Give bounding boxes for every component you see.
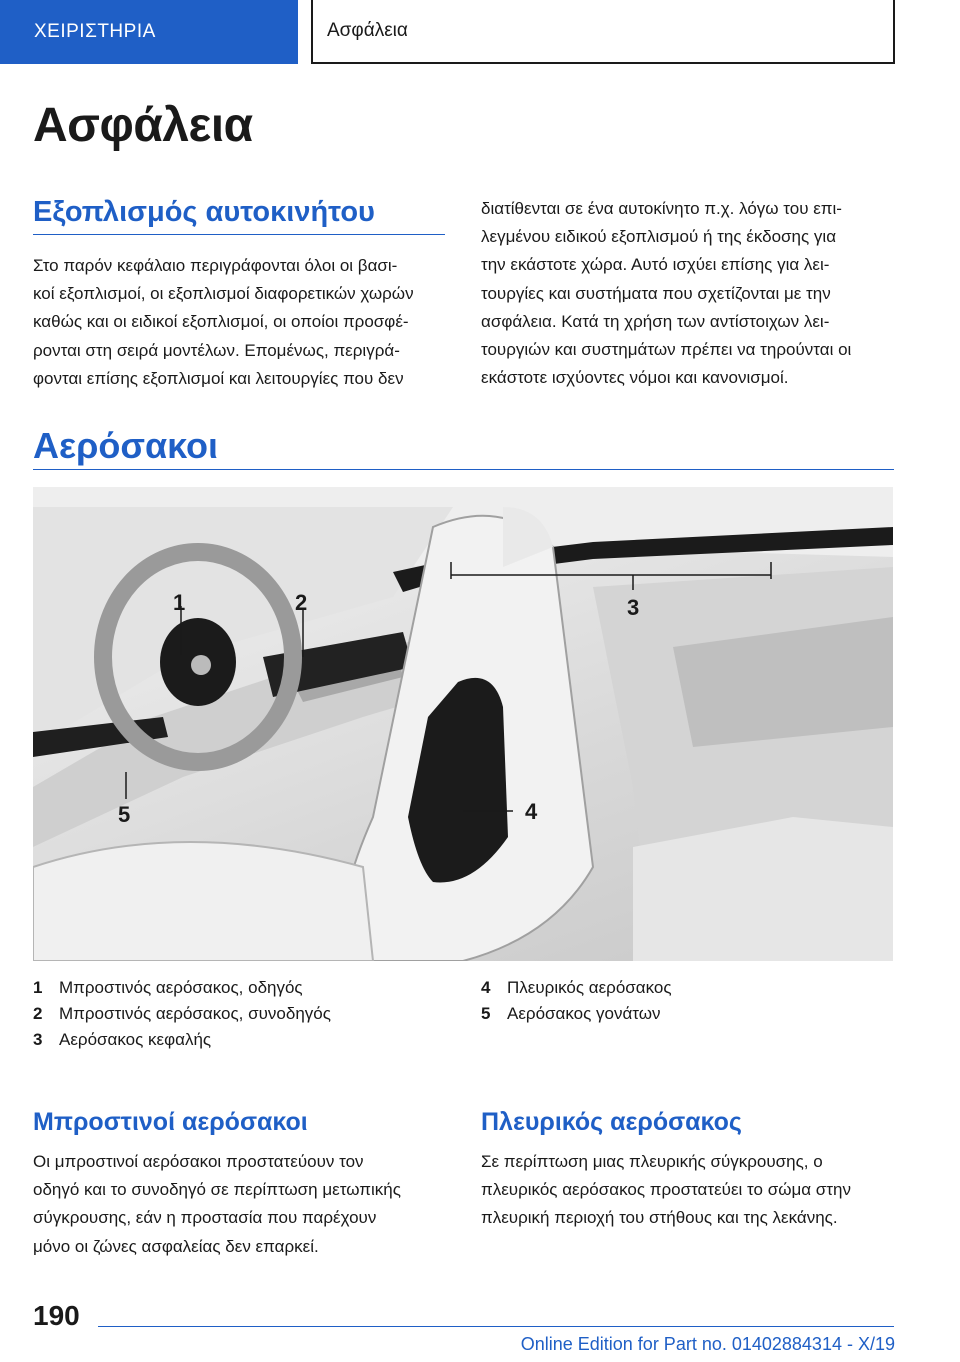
text-line: φονται επίσης εξοπλισμοί και λειτουργίες που δεν [33, 368, 404, 388]
legend-text: Μπροστινός αερόσακος, οδηγός [59, 978, 303, 997]
legend-text: Αερόσακος γονάτων [507, 1004, 661, 1023]
legend-number: 3 [33, 1030, 43, 1049]
equipment-text-left [33, 252, 453, 393]
text-line: Σε περίπτωση μιας πλευρικής σύγκρουσης, ο [481, 1152, 823, 1171]
side-airbag-heading: Πλευρικός αερόσακος [481, 1108, 742, 1136]
section-tab[interactable] [311, 0, 895, 64]
airbag-illustration [33, 487, 893, 961]
text-line: την εκάστοτε χώρα. Αυτό ισχύει επίσης για λει- [481, 255, 830, 275]
page-title: Ασφάλεια [33, 99, 253, 152]
equipment-text-right [481, 195, 901, 392]
text-line: λεγμένου ειδικού εξοπλισμού ή της έκδοσης για [481, 227, 837, 247]
text-line: καθώς και οι ειδικοί εξοπλισμοί, οι οποίοι προσφέ- [33, 312, 409, 332]
equipment-heading-rule [33, 234, 445, 235]
legend-item [481, 975, 672, 1001]
side-airbag-text [481, 1148, 911, 1233]
legend-item [33, 1001, 331, 1027]
text-line: τουργιών και συστημάτων πρέπει να τηρούνται οι [481, 340, 852, 360]
text-line: οδηγό και το συνοδηγό σε περίπτωση μετωπικής [33, 1180, 401, 1200]
callout-1: 1 [173, 590, 186, 615]
chapter-tab[interactable] [0, 0, 298, 64]
text-line: Οι μπροστινοί αερόσακοι προστατεύουν τον [33, 1152, 364, 1171]
text-line: πλευρική περιοχή του στήθους και της λεκάνης. [481, 1208, 838, 1228]
legend-item [481, 1001, 672, 1027]
text-line: Στο παρόν κεφάλαιο περιγράφονται όλοι οι βασι- [33, 256, 398, 275]
airbags-heading: Αερόσακοι [33, 425, 218, 466]
front-airbags-heading: Μπροστινοί αερόσακοι [33, 1108, 308, 1136]
text-line: διατίθενται σε ένα αυτοκίνητο π.χ. λόγω του επι- [481, 199, 842, 218]
legend-number: 2 [33, 1004, 43, 1023]
text-line: ρονται στη σειρά μοντέλων. Επομένως, περιγρά- [33, 340, 400, 360]
legend-item [33, 975, 331, 1001]
text-line: εκάστοτε ισχύοντες νόμοι και κανονισμοί. [481, 368, 789, 388]
legend-number: 5 [481, 1004, 491, 1023]
legend-number: 1 [33, 978, 43, 997]
text-line: τουργίες και συστήματα που σχετίζονται με την [481, 283, 831, 303]
text-line: μόνο οι ζώνες ασφαλείας δεν επαρκεί. [33, 1236, 319, 1256]
callout-5: 5 [118, 802, 131, 827]
legend-text: Μπροστινός αερόσακος, συνοδηγός [59, 1004, 331, 1023]
text-line: πλευρικός αερόσακος προστατεύει το σώμα στην [481, 1180, 851, 1200]
airbag-illustration-svg [33, 487, 893, 961]
legend-text: Πλευρικός αερόσακος [507, 978, 672, 997]
page-number: 190 [33, 1300, 80, 1331]
legend-right [481, 975, 672, 1027]
legend-left [33, 975, 331, 1053]
front-airbags-text [33, 1148, 463, 1261]
legend-text: Αερόσακος κεφαλής [59, 1030, 212, 1049]
equipment-heading: Εξοπλισμός αυτοκινήτου [33, 196, 375, 228]
footer-rule [98, 1326, 894, 1327]
callout-3: 3 [627, 595, 640, 620]
edition-text: Online Edition for Part no. 01402884314 - X/19 [520, 1334, 895, 1354]
legend-number: 4 [481, 978, 491, 997]
legend-item [33, 1027, 331, 1053]
chapter-tab-label: ΧΕΙΡΙΣΤΗΡΙΑ [34, 21, 156, 42]
airbags-heading-rule [33, 469, 894, 470]
callout-4: 4 [525, 799, 538, 824]
callout-2: 2 [295, 590, 308, 615]
text-line: ασφάλεια. Κατά τη χρήση των αντίστοιχων λει- [481, 311, 830, 331]
section-tab-label: Ασφάλεια [327, 20, 408, 41]
text-line: σύγκρουσης, εάν η προστασία που παρέχουν [33, 1208, 377, 1228]
text-line: κοί εξοπλισμοί, οι εξοπλισμοί διαφορετικών χωρών [33, 284, 414, 304]
